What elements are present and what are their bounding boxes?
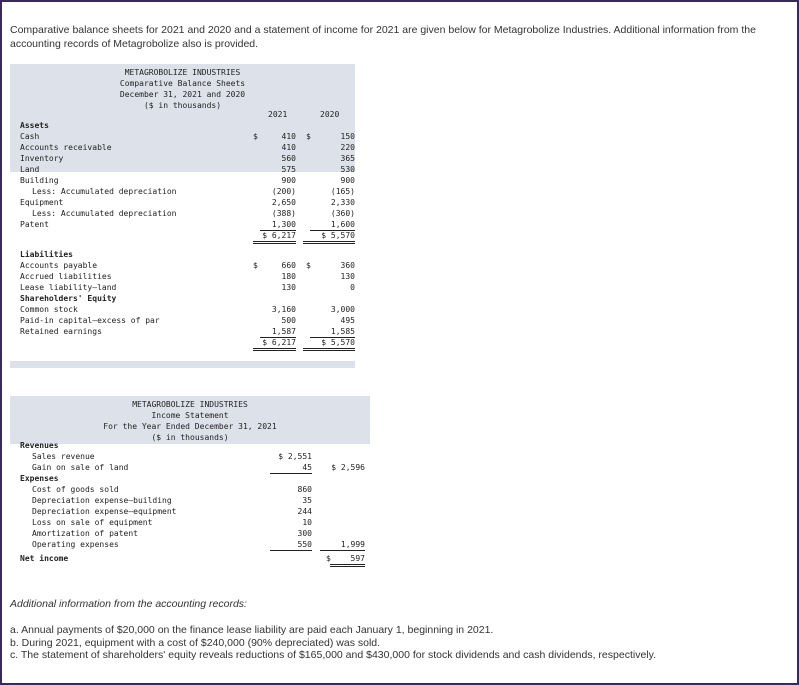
bs-title-company: METAGROBOLIZE INDUSTRIES [124, 68, 241, 77]
expense-total: 1,999 [320, 539, 365, 551]
asset-value-2021: 575 [281, 165, 296, 174]
expense-value: 10 [302, 518, 312, 527]
assets-total-2020: $ 5,570 [303, 230, 355, 244]
expense-value: 244 [297, 507, 312, 516]
asset-value-2021: (200) [271, 187, 296, 196]
asset-row-label: Equipment [20, 198, 64, 207]
asset-value-2020: 150 [340, 132, 355, 141]
asset-value-2020: 530 [340, 165, 355, 174]
revenues-header: Revenues [20, 441, 59, 450]
liability-value-2020: 0 [350, 283, 355, 292]
expense-value: 35 [302, 496, 312, 505]
expense-row-label: Loss on sale of equipment [32, 518, 153, 527]
assets-header: Assets [20, 121, 49, 130]
asset-row-label: Patent [20, 220, 49, 229]
expenses-header: Expenses [20, 474, 59, 483]
asset-row-label: Land [20, 165, 40, 174]
asset-value-2021: 2,650 [271, 198, 296, 207]
asset-value-2021: 410 [281, 143, 296, 152]
additional-info-header: Additional information from the accounting records: [10, 598, 247, 610]
liability-row-label: Accounts payable [20, 261, 98, 270]
balance-sheet [10, 64, 355, 360]
equity-row-label: Common stock [20, 305, 78, 314]
note-c: c. The statement of shareholders' equity reveals reductions of $165,000 and $430,000 for stock dividends and cash dividends, respectively. [10, 649, 657, 661]
asset-row-label: Inventory [20, 154, 64, 163]
net-income-symbol: $ [326, 554, 331, 563]
net-income-value: 597 [330, 553, 365, 567]
liability-row-label: Lease liability—land [20, 283, 117, 292]
is-title-period: For the Year Ended December 31, 2021 [103, 422, 277, 431]
liability-value-2021: 130 [281, 283, 296, 292]
sales-value: $ 2,551 [278, 452, 312, 461]
liability-value-2020: 360 [340, 261, 355, 270]
asset-row-label: Less: Accumulated depreciation [32, 209, 177, 218]
intro-text: Comparative balance sheets for 2021 and 2020 and a statement of income for 2021 are given below for Metagrobolize Industries. Additional information from the accounting records of Metagrobolize also is provided. [10, 24, 756, 50]
asset-row-label: Accounts receivable [20, 143, 112, 152]
currency-symbol: $ [306, 132, 311, 141]
asset-row-label: Less: Accumulated depreciation [32, 187, 177, 196]
expense-value: 300 [297, 529, 312, 538]
currency-symbol: $ [253, 132, 258, 141]
asset-value-2020: 900 [340, 176, 355, 185]
equity-row-label: Retained earnings [20, 327, 102, 336]
expense-row-label: Cost of goods sold [32, 485, 119, 494]
sales-label: Sales revenue [32, 452, 95, 461]
net-income-label: Net income [20, 554, 69, 563]
is-title-name: Income Statement [151, 411, 229, 420]
equity-value-2020: 1,585 [310, 326, 355, 338]
asset-row-label: Cash [20, 132, 40, 141]
bs-title-date: December 31, 2021 and 2020 [119, 90, 246, 99]
gain-label: Gain on sale of land [32, 463, 129, 472]
asset-value-2021: 410 [281, 132, 296, 141]
asset-value-2021: 900 [281, 176, 296, 185]
currency-symbol: $ [306, 261, 311, 270]
bs-col-2021: 2021 [268, 110, 288, 119]
asset-value-2020: (165) [330, 187, 355, 196]
asset-value-2020: 1,600 [310, 219, 355, 231]
bs-title-name: Comparative Balance Sheets [119, 79, 246, 88]
section-divider [10, 361, 355, 368]
is-title-units: ($ in thousands) [151, 433, 229, 442]
bs-col-2020: 2020 [320, 110, 340, 119]
liab-total-2020: $ 5,570 [303, 337, 355, 351]
revenue-total: $ 2,596 [331, 463, 365, 472]
expense-value: 860 [297, 485, 312, 494]
note-a: a. Annual payments of $20,000 on the finance lease liability are paid each January 1, beginning in 2021. [10, 624, 494, 636]
note-b: b. During 2021, equipment with a cost of $240,000 (90% depreciated) was sold. [10, 636, 381, 649]
expense-row-label: Depreciation expense—building [32, 496, 172, 505]
equity-value-2020: 3,000 [330, 305, 355, 314]
asset-row-label: Building [20, 176, 59, 185]
asset-value-2020: 220 [340, 143, 355, 152]
bs-title-units: ($ in thousands) [143, 101, 222, 110]
income-statement [10, 396, 370, 578]
liability-value-2020: 130 [340, 272, 355, 281]
equity-value-2021: 500 [281, 316, 296, 325]
asset-value-2021: 1,300 [260, 219, 296, 231]
currency-symbol: $ [253, 261, 258, 270]
equity-row-label: Paid-in capital—excess of par [20, 316, 160, 325]
expense-row-label: Depreciation expense—equipment [32, 507, 177, 516]
asset-value-2020: (360) [330, 209, 355, 218]
liab-total-2021: $ 6,217 [253, 337, 296, 351]
asset-value-2021: (388) [271, 209, 296, 218]
equity-value-2021: 3,160 [271, 305, 296, 314]
additional-notes [10, 624, 780, 662]
liabilities-header: Liabilities [20, 250, 73, 259]
is-title-company: METAGROBOLIZE INDUSTRIES [132, 400, 248, 409]
asset-value-2020: 365 [340, 154, 355, 163]
liability-value-2021: 180 [281, 272, 296, 281]
income-statement-header [10, 396, 370, 444]
equity-header: Shareholders' Equity [20, 294, 117, 303]
expense-row-label: Amortization of patent [32, 529, 138, 538]
liability-value-2021: 660 [281, 261, 296, 270]
equity-value-2020: 495 [340, 316, 355, 325]
asset-value-2020: 2,330 [330, 198, 355, 207]
expense-value: 550 [270, 539, 312, 551]
asset-value-2021: 560 [281, 154, 296, 163]
expense-row-label: Operating expenses [32, 540, 119, 549]
equity-value-2021: 1,587 [260, 326, 296, 338]
liability-row-label: Accrued liabilities [20, 272, 112, 281]
assets-total-2021: $ 6,217 [253, 230, 296, 244]
gain-value: 45 [270, 462, 312, 474]
